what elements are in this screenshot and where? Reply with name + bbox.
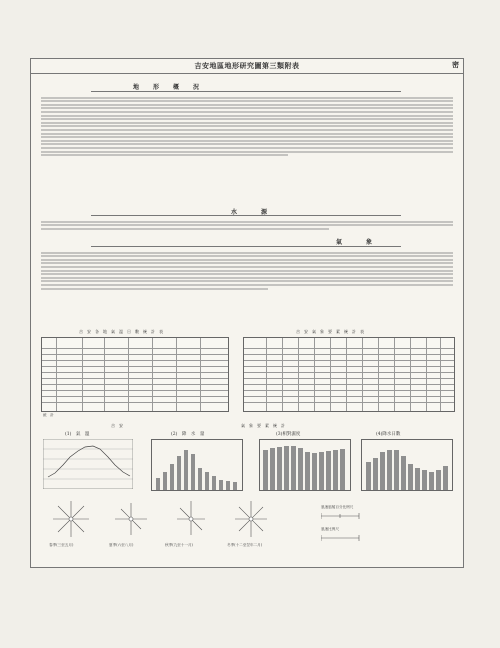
- chart-row-caption-right: 氣 象 要 素 統 計: [241, 423, 285, 428]
- wind-rose-winter: [231, 499, 271, 539]
- rose-label-spring: 春季(三至五月): [49, 543, 74, 547]
- chart-row-caption-left: 吉 安: [111, 423, 123, 428]
- climate-paragraph: [41, 250, 453, 291]
- chart-label-temperature: (1) 氣 溫: [65, 432, 90, 437]
- chart-label-rain-days: (4)降水日數: [376, 432, 401, 437]
- section-water-heading: 水 源: [231, 209, 272, 216]
- chart-label-precipitation: (2) 降 水 量: [171, 432, 205, 437]
- left-table-caption: 吉 安 各 地 氣 溫 日 數 統 計 表: [79, 329, 163, 334]
- precipitation-chart: [151, 439, 243, 491]
- right-table-caption: 吉 安 氣 象 要 素 統 計 表: [296, 329, 364, 334]
- rose-label-summer: 夏季(六至八月): [109, 543, 134, 547]
- scale-legend-bottom: 風速比例尺: [321, 527, 339, 531]
- chart-label-humidity: (3)相對濕度: [276, 432, 301, 437]
- wind-rose-spring: [51, 499, 91, 539]
- section-rule: [91, 246, 401, 247]
- table-footnote: 統 計: [43, 413, 54, 417]
- section-terrain-heading: 地 形 概 況: [133, 84, 204, 91]
- rose-label-winter: 冬季(十二至翌年二月): [227, 543, 263, 547]
- rose-label-autumn: 秋季(九至十一月): [165, 543, 193, 547]
- temperature-chart: [43, 439, 133, 489]
- section-climate-heading: 氣 象: [336, 239, 377, 246]
- humidity-chart: [259, 439, 351, 491]
- wind-rose-summer: [111, 499, 151, 539]
- scale-legend-top: 風速風頻百分比例尺: [321, 505, 354, 509]
- section-rule: [91, 215, 401, 216]
- wind-rose-autumn: [171, 499, 211, 539]
- terrain-paragraph: [41, 95, 453, 158]
- corner-mark: 密: [452, 60, 459, 69]
- right-data-table: [243, 337, 455, 412]
- left-data-table: [41, 337, 229, 412]
- page-title: 吉安地區地形研究圖第三類附表: [194, 61, 300, 70]
- water-paragraph: [41, 219, 453, 231]
- rain-days-chart: [361, 439, 453, 491]
- header-bar: [31, 59, 463, 74]
- temperature-line: [48, 446, 130, 477]
- document-sheet: [30, 58, 464, 568]
- section-rule: [91, 91, 401, 92]
- scale-bar-top: [321, 511, 361, 521]
- scale-bar-bottom: [321, 533, 361, 543]
